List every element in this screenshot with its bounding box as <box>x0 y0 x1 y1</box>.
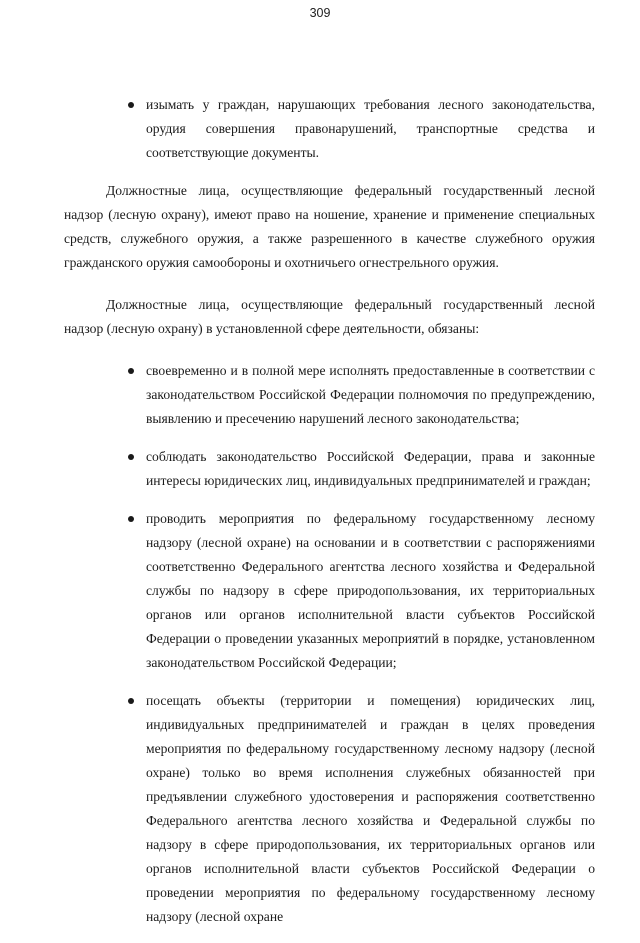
bullet-list-top <box>64 93 595 165</box>
list-item: изымать у граждан, нарушающих требования лесного законодательства, орудия совершения правонарушений, транспортные средства и соответствующие документы. <box>64 93 595 165</box>
bullet-list-duties <box>64 359 595 929</box>
paragraph-duties-intro: Должностные лица, осуществляющие федеральный государственный лесной надзор (лесную охрану) в установленной сфере деятельности, обязаны: <box>64 297 595 336</box>
paragraph-rights: Должностные лица, осуществляющие федеральный государственный лесной надзор (лесную охрану), имеют право на ношение, хранение и применение специальных средств, служебного оружия, а также разрешенного в качестве служебного оружия гражданского оружия самообороны и охотничьего огнестрельного оружия. <box>64 183 595 270</box>
page-content <box>64 93 595 943</box>
list-item: проводить мероприятия по федеральному государственному лесному надзору (лесной охране) на основании и в соответствии с распоряжениями соответственно Федерального агентства лесного хозяйства и Федеральной службы по надзору в сфере природопользования, их территориальных органов или органов исполнительной власти субъектов Российской Федерации о проведении указанных мероприятий в порядке, установленном законодательством Российской Федерации; <box>64 507 595 675</box>
list-item: посещать объекты (территории и помещения) юридических лиц, индивидуальных предпринимателей и граждан в целях проведения мероприятия по федеральному государственному лесному надзору (лесной охране) только во время исполнения служебных обязанностей при предъявлении служебного удостоверения и распоряжения соответственно Федерального агентства лесного хозяйства и Федеральной службы по надзору в сфере природопользования, их территориальных органов или органов исполнительной власти субъектов Российской Федерации о проведении мероприятия по федеральному государственному лесному надзору (лесной охране <box>64 689 595 929</box>
page-number: 309 <box>309 6 331 20</box>
list-item: соблюдать законодательство Российской Федерации, права и законные интересы юридических лиц, индивидуальных предпринимателей и граждан; <box>64 445 595 493</box>
list-item: своевременно и в полной мере исполнять предоставленные в соответствии с законодательством Российской Федерации полномочия по предупреждению, выявлению и пресечению нарушений лесного законодательства; <box>64 359 595 431</box>
